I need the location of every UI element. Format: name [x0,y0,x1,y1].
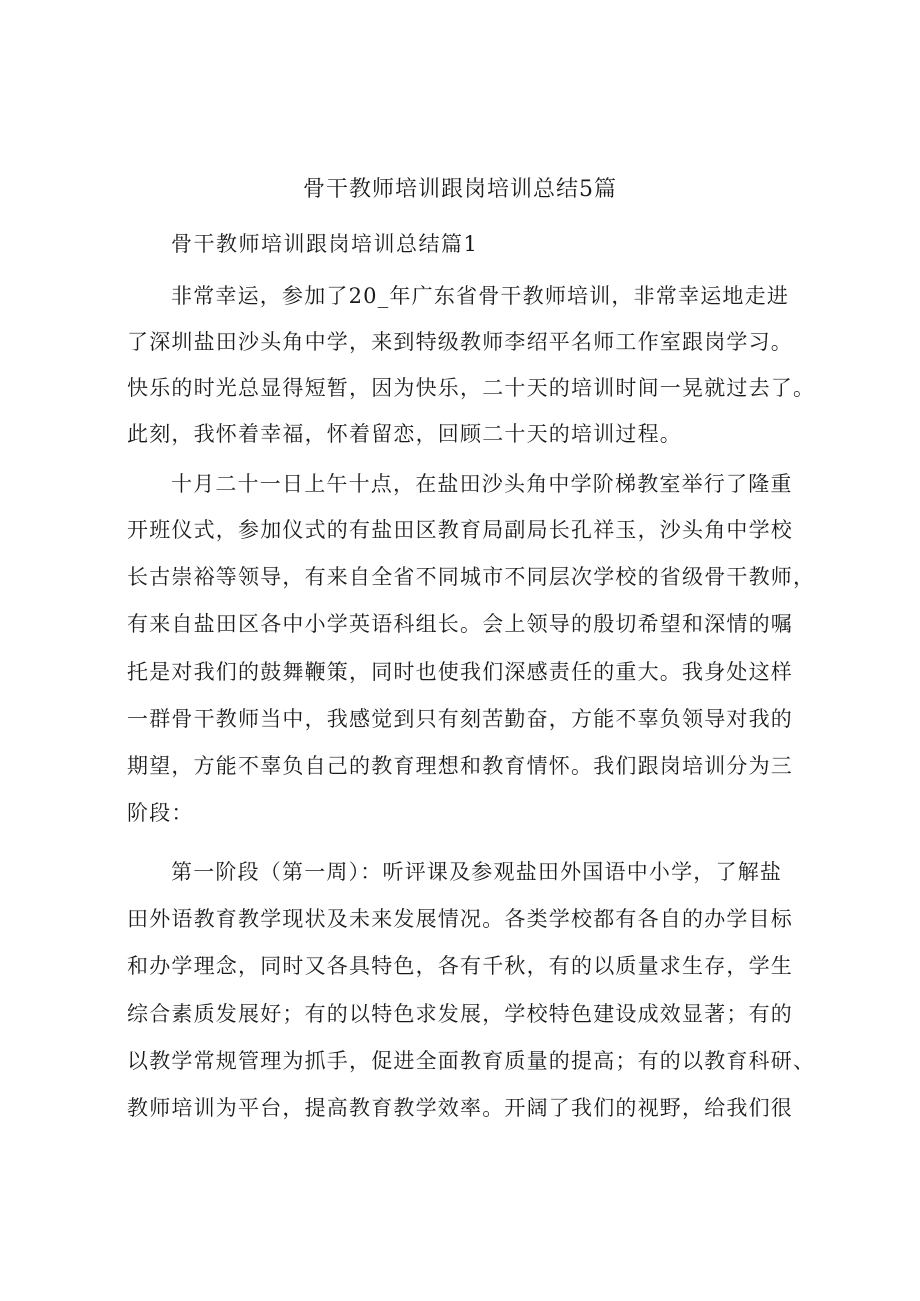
text-line: 第一阶段（第一周）：听评课及参观盐田外国语中小学，了解盐 [171,860,783,884]
text-line: 此刻，我怀着幸福，怀着留恋，回顾二十天的培训过程。 [127,422,682,446]
text-line: 托是对我们的鼓舞鞭策，同时也使我们深感责任的重大。我身处这样 [127,660,793,684]
text-line: 综合素质发展好；有的以特色求发展，学校特色建设成效显著；有的 [127,1002,793,1026]
text-line: 一群骨干教师当中，我感觉到只有刻苦勤奋，方能不辜负领导对我的 [127,707,793,731]
text-line: 长古崇裕等领导，有来自全省不同城市不同层次学校的省级骨干教师， [127,565,816,589]
text-line: 有来自盐田区各中小学英语科组长。会上领导的殷切希望和深情的嘱 [127,612,793,636]
text-line: 了深圳盐田沙头角中学，来到特级教师李绍平名师工作室跟岗学习。 [127,330,793,354]
text-line: 十月二十一日上午十点，在盐田沙头角中学阶梯教室举行了隆重 [171,472,793,496]
text-line: 教师培训为平台，提高教育教学效率。开阔了我们的视野，给我们很 [127,1096,793,1120]
text-line: 和办学理念，同时又各具特色，各有千秋，有的以质量求生存，学生 [127,954,793,978]
document-subtitle: 骨干教师培训跟岗培训总结篇1 [171,232,479,256]
text-line: 阶段： [127,801,194,825]
text-line: 田外语教育教学现状及未来发展情况。各类学校都有各自的办学目标 [127,907,793,931]
text-line: 开班仪式，参加仪式的有盐田区教育局副局长孔祥玉，沙头角中学校 [127,518,793,542]
document-title: 骨干教师培训跟岗培训总结5篇 [303,177,617,202]
text-line: 非常幸运，参加了20_年广东省骨干教师培训，非常幸运地走进 [171,284,790,308]
text-line: 期望，方能不辜负自己的教育理想和教育情怀。我们跟岗培训分为三 [127,754,793,778]
text-line: 快乐的时光总显得短暂，因为快乐，二十天的培训时间一晃就过去了。 [127,376,816,400]
text-line: 以教学常规管理为抓手，促进全面教育质量的提高；有的以教育科研、 [127,1049,816,1073]
